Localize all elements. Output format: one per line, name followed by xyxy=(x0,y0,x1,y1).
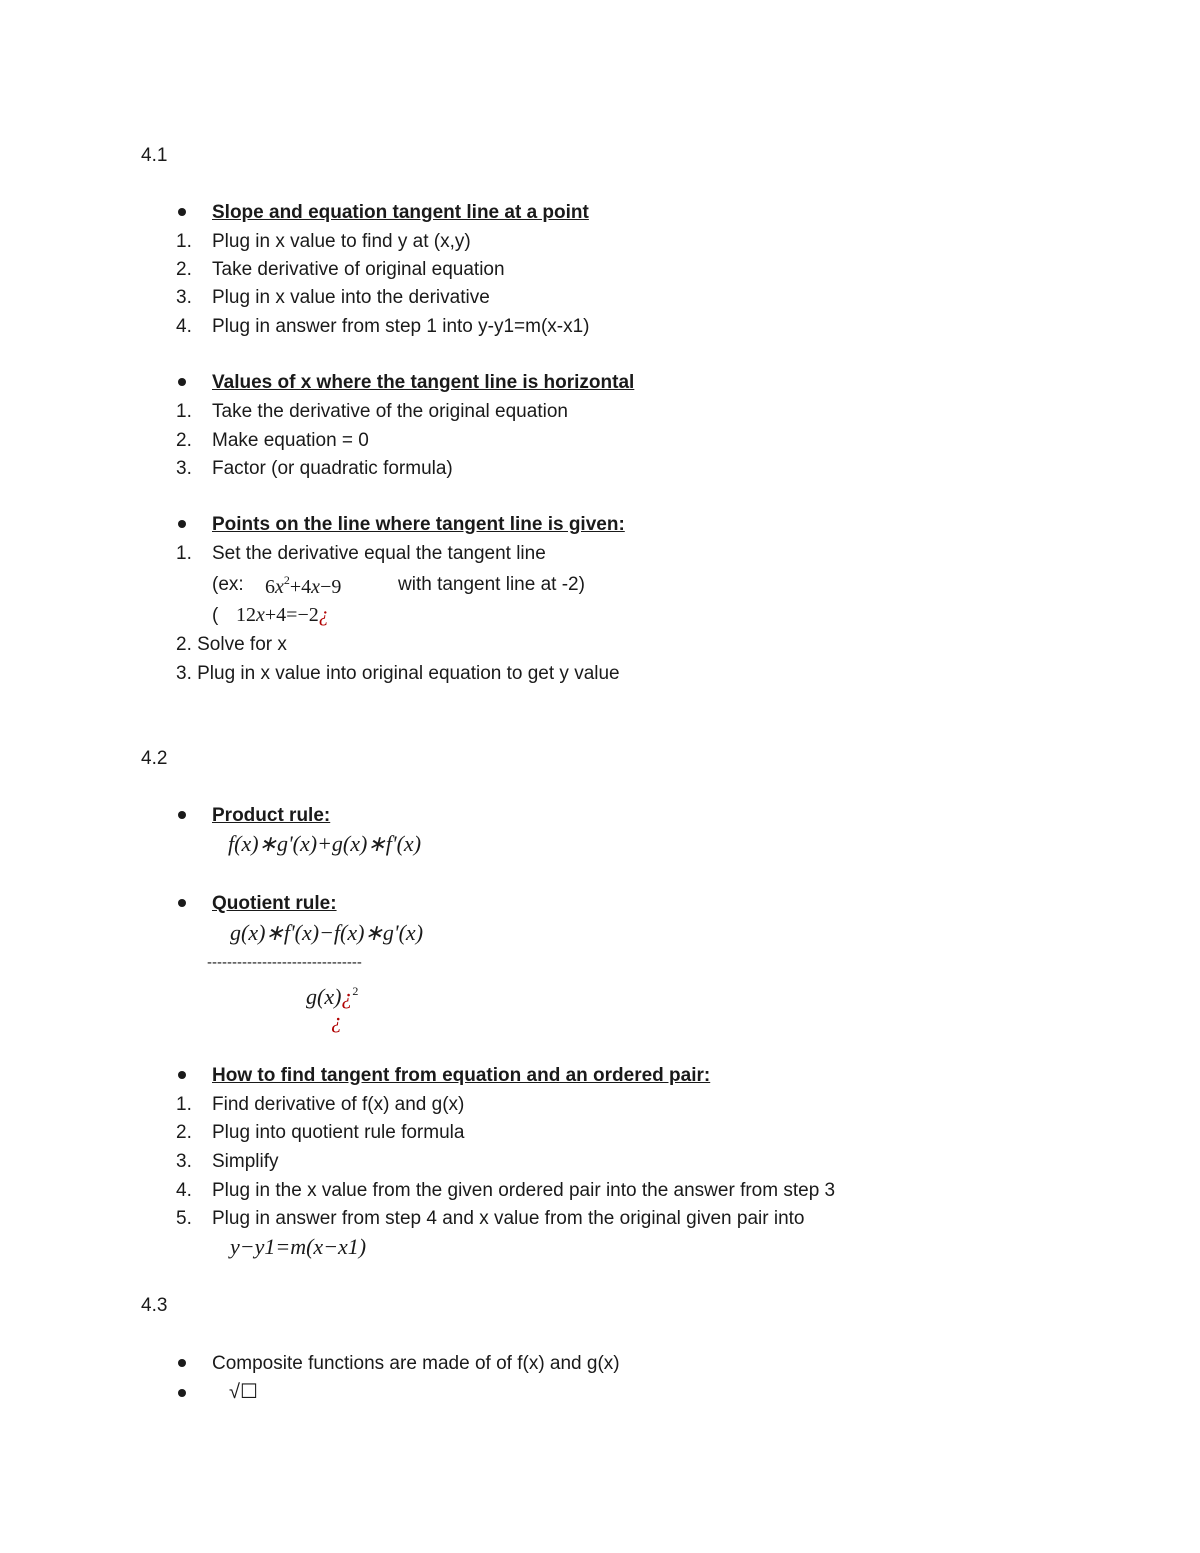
bullet-icon xyxy=(178,520,186,528)
math-term: −9 xyxy=(320,576,342,598)
heading-slope-tangent: Slope and equation tangent line at a point xyxy=(212,202,589,223)
step-number: 4. xyxy=(176,1180,192,1201)
math-term: g(x) xyxy=(306,984,342,1009)
bullet-icon xyxy=(178,1389,186,1397)
math-term: +4 xyxy=(289,576,312,598)
step-text: Take the derivative of the original equation xyxy=(212,401,568,422)
math-exponent: 2 xyxy=(352,984,359,998)
composite-functions-text: Composite functions are made of of f(x) and g(x) xyxy=(212,1353,620,1374)
heading-product-rule: Product rule: xyxy=(212,805,331,826)
section-title-4-1: 4.1 xyxy=(141,145,168,166)
math-term: 6 xyxy=(265,576,275,598)
product-rule-formula: f(x)∗g'(x)+g(x)∗f'(x) xyxy=(228,831,422,856)
bullet-icon xyxy=(178,811,186,819)
step-number: 5. xyxy=(176,1208,192,1229)
example-equation xyxy=(265,574,341,597)
math-term: x xyxy=(311,576,321,598)
step-number: 2. xyxy=(176,259,192,280)
example-prefix: (ex: xyxy=(212,574,244,595)
math-term: x xyxy=(256,604,265,626)
point-slope-formula: y−y1=m(x−x1) xyxy=(230,1234,367,1259)
step-text: Find derivative of f(x) and g(x) xyxy=(212,1094,465,1115)
math-error-glyph: ¿ xyxy=(318,604,329,626)
step-number: 1. xyxy=(176,543,192,564)
derivative-equation xyxy=(236,605,329,625)
step-text: Factor (or quadratic formula) xyxy=(212,458,453,479)
step-number: 3. xyxy=(176,287,192,308)
step-text: Plug in x value to find y at (x,y) xyxy=(212,231,471,252)
step-text: Take derivative of original equation xyxy=(212,259,505,280)
step-number: 2. xyxy=(176,1122,192,1143)
step-number: 1. xyxy=(176,1094,192,1115)
heading-horizontal-tangent: Values of x where the tangent line is horizontal xyxy=(212,372,635,393)
square-root-placeholder: √☐ xyxy=(229,1381,258,1403)
bullet-icon xyxy=(178,208,186,216)
math-error-glyph: ¿ xyxy=(341,984,353,1009)
heading-tangent-ordered-pair: How to find tangent from equation and an ordered pair: xyxy=(212,1065,711,1086)
step-number: 1. xyxy=(176,231,192,252)
step-number: 3. xyxy=(176,458,192,479)
fraction-bar: ------------------------------- xyxy=(207,954,362,971)
section-title-4-3: 4.3 xyxy=(141,1295,168,1316)
step-text: Plug in the x value from the given ordered pair into the answer from step 3 xyxy=(212,1180,836,1201)
step-text: Set the derivative equal the tangent line xyxy=(212,543,546,564)
quotient-rule-numerator: g(x)∗f'(x)−f(x)∗g'(x) xyxy=(230,920,424,945)
step-number: 3. xyxy=(176,1151,192,1172)
math-error-glyph: ¿ xyxy=(331,1008,342,1033)
bullet-icon xyxy=(178,1359,186,1367)
bullet-icon xyxy=(178,899,186,907)
step-text: Simplify xyxy=(212,1151,279,1172)
step-number: 2. xyxy=(176,430,192,451)
math-term: x xyxy=(275,576,284,598)
bullet-icon xyxy=(178,1071,186,1079)
open-paren: ( xyxy=(212,605,219,626)
quotient-rule-denominator xyxy=(306,985,358,1008)
step-text: 3. Plug in x value into original equation to get y value xyxy=(176,663,620,684)
step-text: Plug in answer from step 4 and x value from the original given pair into xyxy=(212,1208,805,1229)
math-term: 12 xyxy=(236,604,256,626)
math-term: +4=−2 xyxy=(264,604,319,626)
section-title-4-2: 4.2 xyxy=(141,748,168,769)
example-suffix: with tangent line at -2) xyxy=(398,574,585,595)
heading-points-on-line: Points on the line where tangent line is given: xyxy=(212,514,625,535)
bullet-icon xyxy=(178,378,186,386)
step-text: Plug in answer from step 1 into y-y1=m(x-x1) xyxy=(212,316,590,337)
step-text: 2. Solve for x xyxy=(176,634,287,655)
heading-quotient-rule: Quotient rule: xyxy=(212,893,337,914)
step-text: Plug in x value into the derivative xyxy=(212,287,490,308)
step-number: 1. xyxy=(176,401,192,422)
step-text: Plug into quotient rule formula xyxy=(212,1122,465,1143)
math-exponent: 2 xyxy=(283,573,290,587)
step-text: Make equation = 0 xyxy=(212,430,369,451)
step-number: 4. xyxy=(176,316,192,337)
